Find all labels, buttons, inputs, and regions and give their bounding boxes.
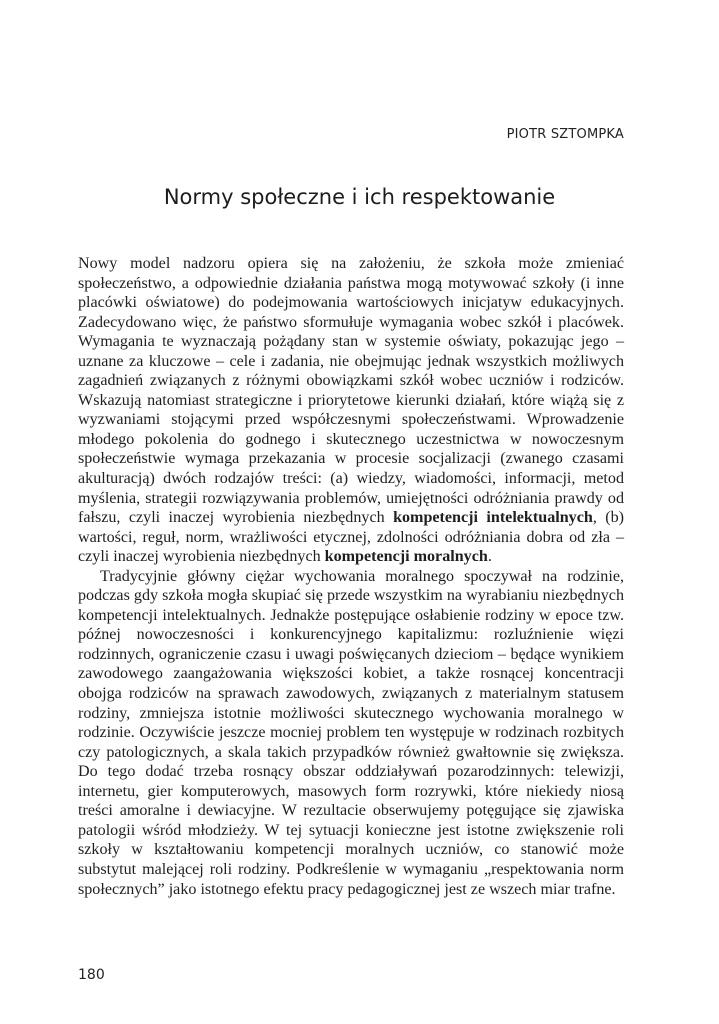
page-number: 180 (78, 967, 105, 983)
text-run: Nowy model nadzoru opiera się na założeniu, że szkoła może zmieniać społeczeństwo, a odpowiednie działania państwa mogą motywować szkoły (i inne placówki oświatowe) do podejmowania wartościowych inicjatyw edukacyjnych. Zadecydowano więc, że państwo sformułuje wymagania wobec szkół i placówek. Wymagania te wyznaczają pożądany stan w systemie oświaty, pokazując jego – uznane za kluczowe – cele i zadania, nie obejmując jednak wszystkich możliwych zagadnień związanych z różnymi obowiązkami szkół wobec uczniów i rodziców. Wskazują natomiast strategiczne i priorytetowe kierunki działań, które wiążą się z wyzwaniami stojącymi przed współczesnymi społeczeństwami. Wprowadzenie młodego pokolenia do godnego i skutecznego uczestnictwa w nowoczesnym społeczeństwie wymaga przekazania w procesie socjalizacji (zwanego czasami akulturacją) dwóch rodzajów treści: (a) wiedzy, wiadomości, informacji, metod myślenia, strategii rozwiązywania problemów, umiejętności odróżniania prawdy od fałszu, czyli inaczej wyrobienia niezbędnych (78, 255, 624, 527)
text-run: Tradycyjnie główny ciężar wychowania moralnego spoczywał na rodzinie, podczas gdy szkoła mogła skupiać się przede wszystkim na wyrabianiu niezbędnych kompetencji intelektualnych. Jednakże postępujące osłabienie rodziny w epoce tzw. późnej nowoczesności i konkurencyjnego kapitalizmu: rozluźnienie więzi rodzinnych, ograniczenie czasu i uwagi poświęcanych dzieciom – będące wynikiem zawodowego zaangażowania większości kobiet, a także rosnącej koncentracji obojga rodziców na sprawach zawodowych, związanych z materialnym statusem rodziny, zmniejsza istotnie możliwości skutecznego wychowania moralnego w rodzinie. Oczywiście jeszcze mocniej problem ten występuje w rodzinach rozbitych czy patologicznych, a skala takich przypadków również gwałtownie się zwiększa. Do tego dodać trzeba rosnący obszar oddziaływań pozarodzinnych: telewizji, internetu, gier komputerowych, masowych form rozrywki, które niekiedy niosą treści amoralne i dewiacyjne. W rezultacie obserwujemy potęgujące się zjawiska patologii wśród młodzieży. W tej sytuacji konieczne jest istotne zwiększenie roli szkoły w kształtowaniu kompetencji moralnych uczniów, co stanowić może substytut malejącej roli rodziny. Podkreślenie w wymaganiu „respektowania norm społecznych” jako istotnego efektu pracy pedagogicznej jest ze wszech miar trafne. (78, 567, 624, 898)
running-header-author: PIOTR SZTOMPKA (506, 127, 624, 142)
body-text (78, 254, 624, 899)
paragraph (78, 567, 624, 899)
bold-term-moral-competences: kompetencji moralnych (324, 548, 488, 566)
bold-term-intellectual-competences: kompetencji intelektualnych (393, 509, 593, 527)
text-run: , (b) wartości, reguł, norm, wrażliwości etycznej, zdolności odróżniania dobra od zła – czyli inaczej wyrobienia niezbędnych (78, 509, 625, 566)
chapter-title: Normy społeczne i ich respektowanie (163, 185, 556, 209)
paragraph (78, 254, 624, 567)
text-run: . (487, 548, 492, 566)
